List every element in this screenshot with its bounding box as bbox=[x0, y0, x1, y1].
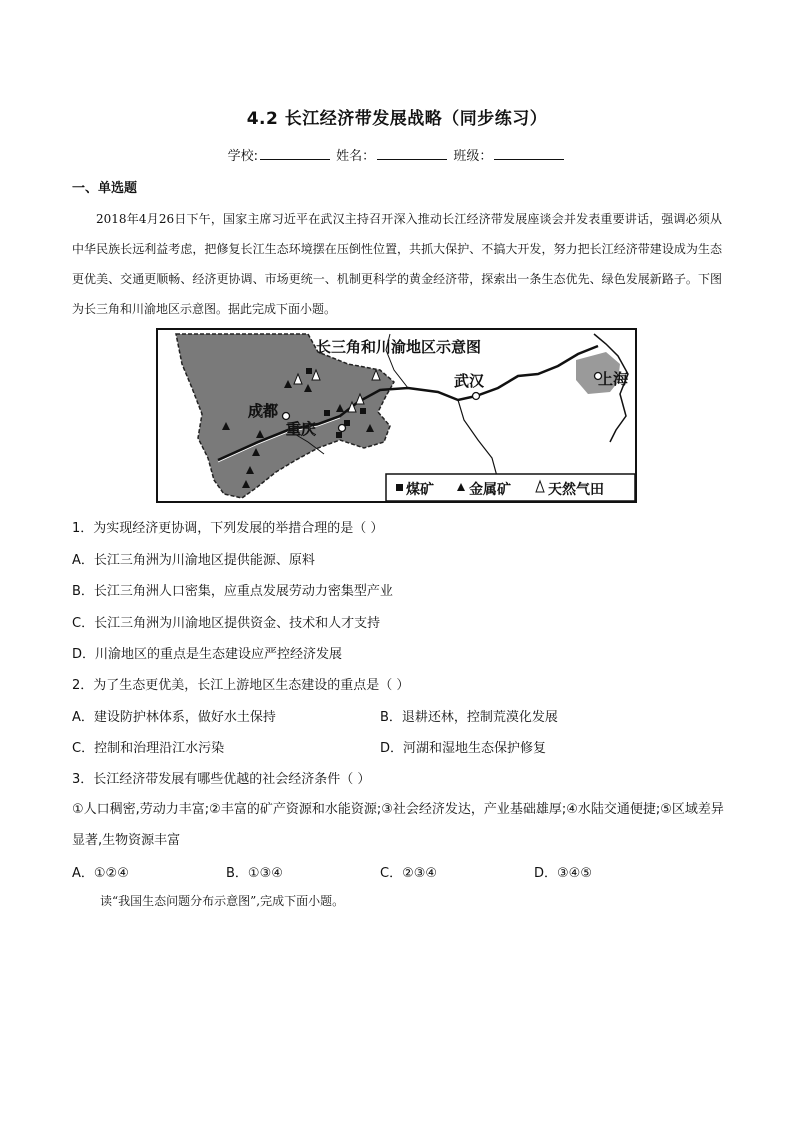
question-3-stem: 3．长江经济带发展有哪些优越的社会经济条件（ ） bbox=[72, 772, 371, 787]
school-blank[interactable] bbox=[260, 147, 330, 160]
wuhan-marker bbox=[473, 393, 480, 400]
name-label: 姓名： bbox=[336, 149, 376, 164]
coal-symbol bbox=[344, 420, 350, 426]
coal-symbol bbox=[336, 432, 342, 438]
chengdu-label: 成都 bbox=[248, 402, 279, 420]
legend-coal-symbol bbox=[396, 484, 403, 491]
legend-coal: 煤矿 bbox=[406, 482, 434, 498]
chongqing-label: 重庆 bbox=[286, 420, 317, 438]
name-blank[interactable] bbox=[377, 147, 447, 160]
question-2-option-d[interactable]: D．河湖和湿地生态保护修复 bbox=[380, 741, 547, 756]
question-2-option-a[interactable]: A．建设防护林体系，做好水土保持 bbox=[72, 710, 276, 725]
question-2-option-c[interactable]: C．控制和治理沿江水污染 bbox=[72, 741, 225, 756]
document-title: 4.2 长江经济带发展战略（同步练习） bbox=[246, 109, 548, 129]
question-1-option-c[interactable]: C．长江三角洲为川渝地区提供资金、技术和人才支持 bbox=[72, 616, 381, 631]
school-label: 学校: bbox=[227, 149, 259, 164]
coal-symbol bbox=[324, 410, 330, 416]
question-3-option-c[interactable]: C．②③④ bbox=[380, 866, 438, 881]
chengdu-marker bbox=[283, 413, 290, 420]
intro-paragraph: 2018年4月26日下午，国家主席习近平在武汉主持召开深入推动长江经济带发展座谈会并发表重要讲话，强调必须从中华民族长远利益考虑，把修复长江生态环境摆在压倒性位置，共抓大保护、不搞大开发，努力把长江经济带建设成为生态更优美、交通更顺畅、经济更协调、市场更统一、机制更科学的黄金经济带，探索出一条生态优先、绿色发展新路子。下图为长三角和川渝地区示意图。据此完成下面小题。 bbox=[72, 212, 722, 316]
question-1-option-a[interactable]: A．长江三角洲为川渝地区提供能源、原料 bbox=[72, 553, 315, 568]
question-3-option-a[interactable]: A．①②④ bbox=[72, 866, 129, 881]
question-3-option-b[interactable]: B．①③④ bbox=[226, 866, 283, 881]
coal-symbol bbox=[306, 368, 312, 374]
question-1-option-b[interactable]: B．长江三角洲人口密集，应重点发展劳动力密集型产业 bbox=[72, 584, 393, 599]
read-instruction: 读“我国生态问题分布示意图”,完成下面小题。 bbox=[100, 894, 345, 908]
map-graphic bbox=[158, 330, 635, 501]
question-2-option-b[interactable]: B．退耕还林，控制荒漠化发展 bbox=[380, 710, 558, 725]
student-info-line bbox=[0, 145, 794, 164]
region-map bbox=[156, 328, 637, 503]
question-1-option-d[interactable]: D．川渝地区的重点是生态建设应严控经济发展 bbox=[72, 647, 343, 662]
question-1-stem: 1．为实现经济更协调，下列发展的举措合理的是（ ） bbox=[72, 521, 384, 536]
map-title: 长三角和川渝地区示意图 bbox=[316, 338, 482, 356]
section-heading: 一、单选题 bbox=[72, 181, 138, 196]
coal-symbol bbox=[360, 408, 366, 414]
wuhan-label: 武汉 bbox=[454, 372, 485, 390]
legend-gas: 天然气田 bbox=[548, 482, 604, 498]
question-3-option-d[interactable]: D．③④⑤ bbox=[534, 866, 592, 881]
question-3-conditions: ①人口稠密,劳动力丰富;②丰富的矿产资源和水能资源;③社会经济发达，产业基础雄厚;④水陆交通便捷;⑤区域差异显著,生物资源丰富 bbox=[72, 802, 724, 848]
legend-metal: 金属矿 bbox=[469, 482, 511, 498]
class-label: 班级： bbox=[453, 149, 493, 164]
shanghai-label: 上海 bbox=[598, 370, 629, 388]
question-2-stem: 2．为了生态更优美，长江上游地区生态建设的重点是（ ） bbox=[72, 678, 410, 693]
class-blank[interactable] bbox=[494, 147, 564, 160]
